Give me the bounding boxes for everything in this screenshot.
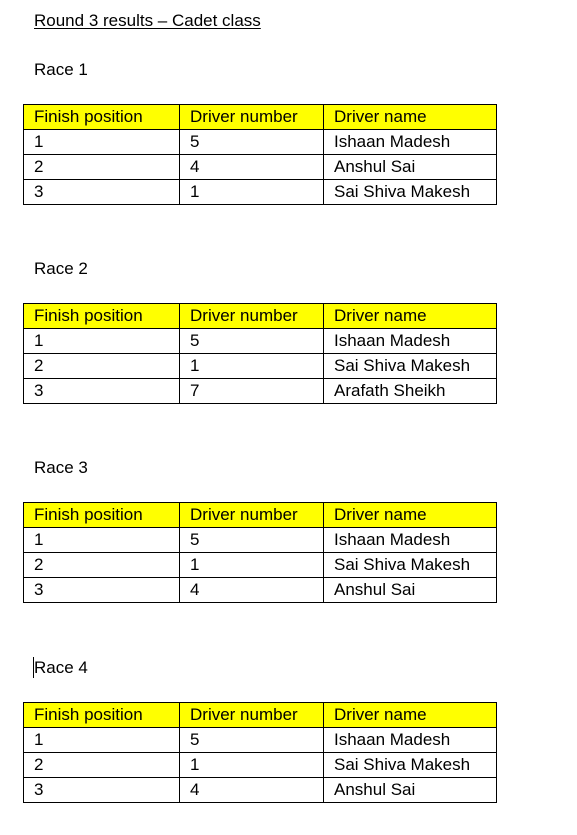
driver-name-cell: Ishaan Madesh: [324, 329, 497, 354]
driver-name-header: Driver name: [324, 105, 497, 130]
table-row: [24, 379, 497, 404]
race-4-heading: Race 4: [34, 658, 88, 677]
driver-name-cell: Anshul Sai: [324, 578, 497, 603]
driver-number-cell: 4: [180, 778, 324, 803]
table-row: [24, 553, 497, 578]
driver-number-cell: 1: [180, 753, 324, 778]
driver-number-cell: 7: [180, 379, 324, 404]
driver-number-cell: 4: [180, 578, 324, 603]
driver-name-cell: Sai Shiva Makesh: [324, 354, 497, 379]
driver-name-cell: Ishaan Madesh: [324, 528, 497, 553]
table-row: [24, 728, 497, 753]
finish-position-cell: 3: [24, 379, 180, 404]
driver-number-header: Driver number: [180, 105, 324, 130]
table-row: [24, 130, 497, 155]
race-4-results-table: [23, 702, 497, 803]
finish-position-cell: 1: [24, 728, 180, 753]
race-3-heading: Race 3: [34, 458, 88, 477]
table-header-row: [24, 503, 497, 528]
driver-number-cell: 5: [180, 329, 324, 354]
finish-position-cell: 2: [24, 753, 180, 778]
table-row: [24, 155, 497, 180]
driver-number-cell: 5: [180, 130, 324, 155]
driver-name-cell: Sai Shiva Makesh: [324, 180, 497, 205]
driver-name-header: Driver name: [324, 703, 497, 728]
table-row: [24, 778, 497, 803]
finish-position-cell: 3: [24, 778, 180, 803]
race-1-results-table: [23, 104, 497, 205]
driver-name-cell: Sai Shiva Makesh: [324, 753, 497, 778]
driver-name-cell: Ishaan Madesh: [324, 130, 497, 155]
driver-name-cell: Anshul Sai: [324, 778, 497, 803]
driver-name-cell: Arafath Sheikh: [324, 379, 497, 404]
race-2-heading: Race 2: [34, 259, 88, 278]
table-row: [24, 528, 497, 553]
race-2-results-table: [23, 303, 497, 404]
table-header-row: [24, 304, 497, 329]
driver-number-cell: 4: [180, 155, 324, 180]
finish-position-header: Finish position: [24, 105, 180, 130]
finish-position-cell: 1: [24, 130, 180, 155]
driver-number-cell: 5: [180, 528, 324, 553]
driver-name-cell: Sai Shiva Makesh: [324, 553, 497, 578]
driver-name-cell: Ishaan Madesh: [324, 728, 497, 753]
driver-name-cell: Anshul Sai: [324, 155, 497, 180]
finish-position-cell: 2: [24, 553, 180, 578]
table-row: [24, 180, 497, 205]
driver-number-header: Driver number: [180, 304, 324, 329]
driver-name-header: Driver name: [324, 304, 497, 329]
driver-number-cell: 1: [180, 180, 324, 205]
table-header-row: [24, 703, 497, 728]
race-3-results-table: [23, 502, 497, 603]
finish-position-cell: 3: [24, 180, 180, 205]
finish-position-cell: 3: [24, 578, 180, 603]
finish-position-header: Finish position: [24, 503, 180, 528]
table-row: [24, 578, 497, 603]
finish-position-header: Finish position: [24, 304, 180, 329]
driver-number-header: Driver number: [180, 503, 324, 528]
driver-number-cell: 1: [180, 553, 324, 578]
finish-position-header: Finish position: [24, 703, 180, 728]
driver-number-cell: 1: [180, 354, 324, 379]
race-1-heading: Race 1: [34, 60, 88, 79]
table-row: [24, 329, 497, 354]
finish-position-cell: 1: [24, 329, 180, 354]
table-row: [24, 753, 497, 778]
document-title: Round 3 results – Cadet class: [34, 11, 261, 30]
driver-number-cell: 5: [180, 728, 324, 753]
finish-position-cell: 1: [24, 528, 180, 553]
table-row: [24, 354, 497, 379]
finish-position-cell: 2: [24, 155, 180, 180]
table-header-row: [24, 105, 497, 130]
driver-name-header: Driver name: [324, 503, 497, 528]
finish-position-cell: 2: [24, 354, 180, 379]
driver-number-header: Driver number: [180, 703, 324, 728]
